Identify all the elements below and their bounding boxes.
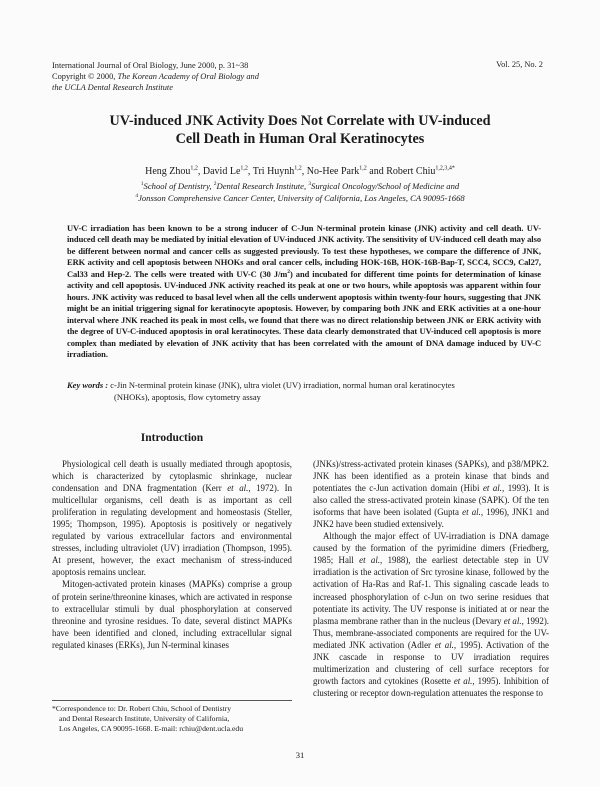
article-title: UV-induced JNK Activity Does Not Correlate with UV-induced Cell Death in Human Oral Keratinocytes bbox=[109, 113, 491, 147]
affiliations: $^1$School of Dentistry, $^2$Dental Research Institute, $^3$Surgical Oncology/School of Medicine and $^4$Jonsson Comprehensive Cancer Center, University of California, Los Angeles, CA 90095-1668 bbox=[135, 181, 465, 203]
copyright-line: Copyright © 2000, The Korean Academy of Oral Biology and bbox=[52, 72, 259, 81]
author-list: Heng Zhou$^{1,2}$, David Le$^{1,2}$, Tri Huynh$^{1,2}$, No-Hee Park$^{1,2}$ and Robert Chiu$^{1,2,3,4*}$ bbox=[145, 165, 455, 177]
keywords-label: Key words : bbox=[67, 380, 109, 390]
abstract: UV-C irradiation has been known to be a strong inducer of C-Jun N-terminal protein kinase (JNK) activity and cell death. UV-induced cell death may be mediated by initial elevation of UV-induced JNK activity. The sensitivity of UV-induced cell death may also be different between normal and cancer cells as suggested previously. To test these hypotheses, we compare the difference of JNK, ERK activity and cell apoptosis between NHOKs and oral cancer cells, including HOK-16B, HOK-16B-Bap-T, SCC4, SCC9, Cal27, Cal33 and Hep-2. The cells were treated with UV-C (30 $J/m^2$) and incubated for different time points for determination of kinase activity and cell apoptosis. UV-induced JNK activity reached its peak at one or two hours, while apoptosis was apparent within four hours. JNK activity was reduced to basal level when all the cells underwent apoptosis within twenty-four hours, suggesting that JNK might be an initial triggering signal for keratinocyte apoptosis. However, by comparing both JNK and ERK activities at a one-hour interval where JNK reached its peak in most cells, we found that there was no direct relationship between JNK or ERK activity with the degree of UV-C-induced apoptosis in oral keratinocytes. These data clearly demonstrated that UV-induced cell apoptosis is more complex than mediated by elevation of JNK activity that has been correlated with the amount of DNA damage induced by UV-C irradiation. bbox=[67, 223, 542, 359]
keywords: Key words : c-Jin N-terminal protein kinase (JNK), ultra violet (UV) irradiation, normal human oral keratinocytes (NHOKs), apoptosis, flow cytometry assay bbox=[67, 380, 455, 402]
journal-citation: International Journal of Oral Biology, June 2000, p. 31~38 bbox=[52, 61, 249, 70]
paragraph: Physiological cell death is usually mediated through apoptosis, which is characterized by cytoplasmic shrinkage, nuclear condensation and DNA fragmentation (Kerr et al., 1972). In multicellular organisms, cell death is as important as cell proliferation in regulating development and homeostasis (Steller, 1995; Thompson, 1995). Apoptosis is positively or negatively regulated by various extracellular factors and environmental stresses, including ultraviolet (UV) irradiation (Thompson, 1995). At present, however, the exact mechanism of stress-induced apoptosis remains unclear. bbox=[52, 459, 293, 578]
paragraph: (JNKs)/stress-activated protein kinases (SAPKs), and p38/MPK2. JNK has been identified as a protein kinase that binds and potentiates the c-Jun activation domain (Hibi et al., 1993). It is also called the stress-activated protein kinase (SAPK). Of the ten isoforms that have been isolated (Gupta et al., 1996), JNK1 and JNK2 have been studied extensively. bbox=[313, 459, 550, 530]
journal-header bbox=[52, 60, 259, 93]
section-heading-introduction: Introduction bbox=[140, 432, 204, 444]
copyright-line-2: the UCLA Dental Research Institute bbox=[52, 83, 173, 92]
correspondence-footnote: *Correspondence to: Dr. Robert Chiu, School of Dentistry and Dental Research Institute, University of California, Los Angeles, CA 90095-1668. E-mail: rchiu@dent.ucla.edu bbox=[52, 704, 244, 734]
volume-issue: Vol. 25, No. 2 bbox=[496, 60, 543, 69]
footnote-divider bbox=[52, 700, 292, 701]
left-column bbox=[52, 458, 292, 651]
page-number: 31 bbox=[295, 750, 305, 760]
paragraph: Mitogen-activated protein kinases (MAPKs) comprise a group of protein serine/threonine kinases, which are activated in response to extracellular stimuli by dual phosphorylation at conserved threonine and tyrosine residues. To date, several distinct MAPKs have been identified and cloned, including extracellular signal regulated kinases (ERKs), Jun N-terminal kinases bbox=[52, 579, 292, 650]
paragraph: Although the major effect of UV-irradiation is DNA damage caused by the formation of the pyrimidine dimers (Friedberg, 1985; Hall et al., 1988), the earliest detectable step in UV irradiation is the activation of Src tyrosine kinase, followed by the activation of Ha-Ras and Raf-1. This signaling cascade leads to increased phosphorylation of c-Jun on two serine residues that potentiate its activity. The UV response is initiated at or near the plasma membrane rather than in the nucleus (Devary et al., 1992). Thus, membrane-associated components are required for the UV-mediated JNK activation (Adler et al., 1995). Activation of the JNK cascade in response to UV irradiation requires multimerization and clustering of cell surface receptors for growth factors and cytokines (Rosette et al., 1995). Inhibition of clustering or receptor down-regulation attenuates the response to bbox=[313, 531, 550, 698]
right-column bbox=[313, 458, 549, 699]
